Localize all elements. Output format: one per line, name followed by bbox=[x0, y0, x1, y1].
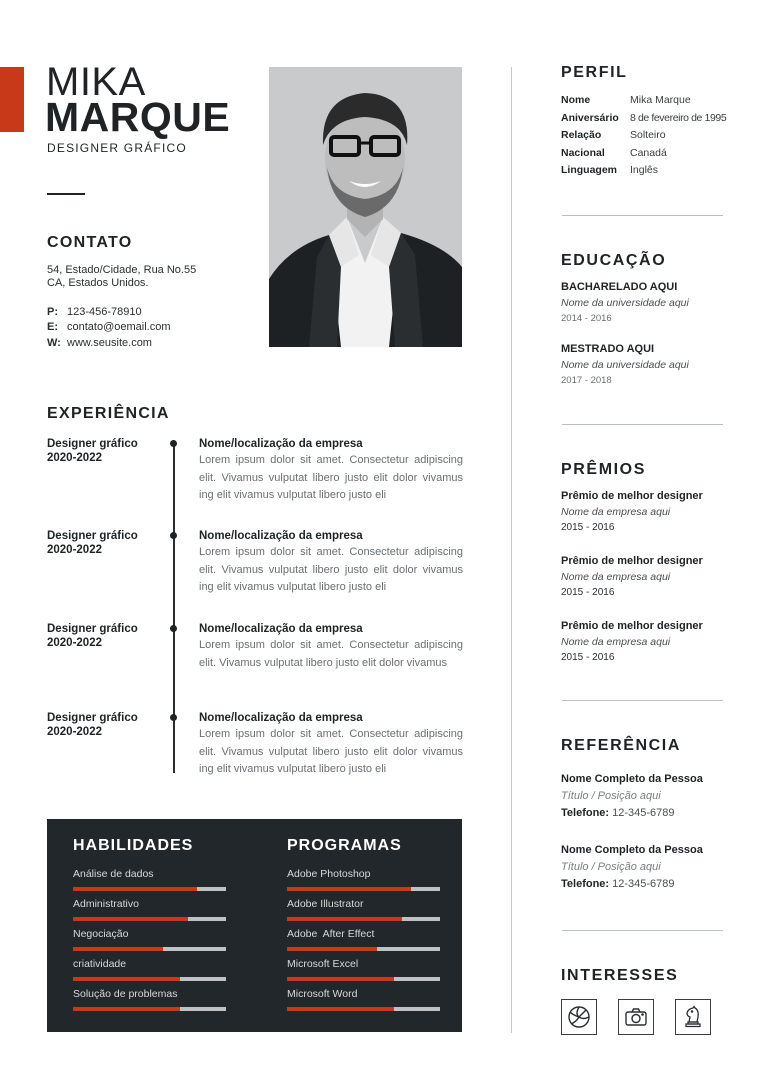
skill-label: criatividade bbox=[73, 958, 127, 970]
program-item bbox=[287, 958, 440, 981]
portrait-illustration bbox=[269, 67, 462, 347]
contact-key: P: bbox=[47, 305, 58, 318]
contact-heading: CONTATO bbox=[47, 234, 133, 251]
experience-item bbox=[47, 529, 467, 609]
chess-knight-icon bbox=[675, 999, 711, 1035]
skill-bar bbox=[73, 977, 226, 981]
skill-bar bbox=[73, 1007, 226, 1011]
degree: MESTRADO AQUI bbox=[561, 343, 655, 355]
role-period: 2020-2022 bbox=[47, 544, 102, 556]
award-name: Prêmio de melhor designer bbox=[561, 490, 703, 502]
skill-label: Administrativo bbox=[73, 898, 139, 910]
role-title: Designer gráfico bbox=[47, 623, 138, 635]
section-divider bbox=[562, 424, 723, 425]
role-title: Designer gráfico bbox=[47, 712, 138, 724]
address-line-1: 54, Estado/Cidade, Rua No.55 bbox=[47, 264, 197, 276]
award-period: 2015 - 2016 bbox=[561, 522, 615, 533]
program-item bbox=[287, 868, 440, 891]
contact-key: E: bbox=[47, 321, 58, 334]
program-bar bbox=[287, 887, 440, 891]
profile-photo bbox=[269, 67, 462, 347]
award-company: Nome da empresa aqui bbox=[561, 506, 671, 518]
phone-value: 12-345-6789 bbox=[612, 878, 675, 890]
phone-label: Telefone: bbox=[561, 878, 610, 890]
reference-name: Nome Completo da Pessoa bbox=[561, 844, 703, 856]
contact-email bbox=[47, 320, 171, 336]
program-bar bbox=[287, 917, 440, 921]
contact-list bbox=[47, 304, 171, 351]
interest-icons bbox=[561, 999, 711, 1035]
last-name: MARQUE bbox=[45, 94, 231, 140]
role-period: 2020-2022 bbox=[47, 637, 102, 649]
skill-bar-fill bbox=[73, 917, 188, 921]
skill-bar bbox=[73, 887, 226, 891]
reference-position: Título / Posição aqui bbox=[561, 861, 661, 873]
profile-table bbox=[561, 92, 731, 180]
skill-label: Análise de dados bbox=[73, 868, 154, 880]
period: 2017 - 2018 bbox=[561, 375, 612, 386]
experience-item bbox=[47, 622, 467, 682]
skill-bar-fill bbox=[73, 1007, 180, 1011]
program-bar-fill bbox=[287, 947, 377, 951]
award-period: 2015 - 2016 bbox=[561, 587, 615, 598]
award-period: 2015 - 2016 bbox=[561, 652, 615, 663]
program-item bbox=[287, 898, 440, 921]
profile-key: Linguagem bbox=[561, 164, 618, 177]
experience-role bbox=[47, 711, 138, 739]
program-bar-fill bbox=[287, 977, 394, 981]
profile-key: Aniversário bbox=[561, 111, 619, 124]
profile-key: Relação bbox=[561, 129, 602, 142]
contact-website bbox=[47, 335, 171, 351]
education-heading: EDUCAÇÃO bbox=[561, 252, 667, 269]
company-name: Nome/localização da empresa bbox=[199, 530, 363, 542]
role-period: 2020-2022 bbox=[47, 726, 102, 738]
reference-item bbox=[561, 771, 731, 822]
skills-panel bbox=[47, 819, 462, 1032]
program-bar bbox=[287, 1007, 440, 1011]
education-item bbox=[561, 280, 731, 326]
profile-value: 8 de fevereiro de 1995 bbox=[630, 111, 727, 124]
contact-key: W: bbox=[47, 336, 61, 349]
program-bar bbox=[287, 977, 440, 981]
camera-icon bbox=[618, 999, 654, 1035]
award-name: Prêmio de melhor designer bbox=[561, 620, 703, 632]
phone-label: Telefone: bbox=[561, 807, 610, 819]
first-name: MIKA bbox=[46, 60, 146, 104]
skill-item bbox=[73, 928, 226, 951]
skill-label: Negociação bbox=[73, 928, 129, 940]
education-item bbox=[561, 342, 731, 388]
role-period: 2020-2022 bbox=[47, 452, 102, 464]
skill-item bbox=[73, 868, 226, 891]
section-divider bbox=[562, 215, 723, 216]
reference-phone bbox=[561, 876, 731, 893]
profile-value: Canadá bbox=[630, 146, 667, 159]
reference-position: Título / Posição aqui bbox=[561, 790, 661, 802]
program-bar-fill bbox=[287, 1007, 394, 1011]
contact-value: contato@oemail.com bbox=[67, 321, 171, 334]
profile-heading: PERFIL bbox=[561, 64, 628, 81]
column-divider bbox=[511, 67, 512, 1033]
skill-bar-fill bbox=[73, 947, 163, 951]
program-label: Adobe Photoshop bbox=[287, 868, 371, 880]
skills-heading: HABILIDADES bbox=[73, 837, 194, 854]
interests-heading: INTERESSES bbox=[561, 967, 679, 984]
skill-bar-fill bbox=[73, 977, 180, 981]
timeline-dot bbox=[170, 714, 177, 721]
program-label: Adobe After Effect bbox=[287, 928, 375, 940]
award-item bbox=[561, 489, 731, 535]
reference-name: Nome Completo da Pessoa bbox=[561, 773, 703, 785]
references-heading: REFERÊNCIA bbox=[561, 737, 682, 754]
timeline-dot bbox=[170, 532, 177, 539]
experience-role bbox=[47, 622, 138, 650]
role-title: Designer gráfico bbox=[47, 530, 138, 542]
profile-row bbox=[561, 127, 731, 145]
profile-row bbox=[561, 92, 731, 110]
experience-item bbox=[47, 437, 467, 517]
profile-key: Nome bbox=[561, 94, 591, 106]
accent-bar bbox=[0, 67, 24, 132]
contact-value: www.seusite.com bbox=[67, 336, 152, 349]
divider bbox=[47, 193, 85, 195]
profile-row bbox=[561, 162, 731, 180]
role-title: Designer gráfico bbox=[47, 438, 138, 450]
profile-row bbox=[561, 145, 731, 163]
contact-address bbox=[47, 264, 196, 290]
job-title: DESIGNER GRÁFICO bbox=[47, 141, 187, 155]
skill-item bbox=[73, 898, 226, 921]
timeline-dot bbox=[170, 625, 177, 632]
section-divider bbox=[562, 700, 723, 701]
phone-value: 12-345-6789 bbox=[612, 807, 675, 819]
profile-key: Nacional bbox=[561, 146, 605, 159]
skill-bar bbox=[73, 917, 226, 921]
reference-item bbox=[561, 842, 731, 893]
school: Nome da universidade aqui bbox=[561, 359, 689, 371]
degree: BACHARELADO AQUI bbox=[561, 281, 678, 293]
award-name: Prêmio de melhor designer bbox=[561, 555, 703, 567]
program-bar-fill bbox=[287, 887, 411, 891]
period: 2014 - 2016 bbox=[561, 313, 612, 324]
address-line-2: CA, Estados Unidos. bbox=[47, 277, 149, 289]
profile-value: Solteiro bbox=[630, 129, 666, 142]
award-company: Nome da empresa aqui bbox=[561, 571, 671, 583]
company-name: Nome/localização da empresa bbox=[199, 623, 363, 635]
skill-label: Solução de problemas bbox=[73, 988, 178, 1000]
program-label: Microsoft Word bbox=[287, 988, 358, 1000]
award-item bbox=[561, 554, 731, 600]
program-bar bbox=[287, 947, 440, 951]
program-label: Adobe Illustrator bbox=[287, 898, 364, 910]
volleyball-icon bbox=[561, 999, 597, 1035]
award-item bbox=[561, 619, 731, 665]
profile-value: Mika Marque bbox=[630, 94, 691, 106]
skill-bar-fill bbox=[73, 887, 197, 891]
school: Nome da universidade aqui bbox=[561, 297, 689, 309]
experience-role bbox=[47, 437, 138, 465]
programs-heading: PROGRAMAS bbox=[287, 837, 402, 854]
contact-phone bbox=[47, 304, 171, 320]
skill-bar bbox=[73, 947, 226, 951]
skill-item bbox=[73, 958, 226, 981]
experience-description: Lorem ipsum dolor sit amet. Consectetur adipiscing elit. Vivamus vulputat libero justo elit dolor vivamus bbox=[199, 639, 463, 669]
experience-heading: EXPERIÊNCIA bbox=[47, 405, 170, 422]
reference-phone bbox=[561, 805, 731, 822]
award-company: Nome da empresa aqui bbox=[561, 636, 671, 648]
program-label: Microsoft Excel bbox=[287, 958, 359, 970]
profile-value: Inglês bbox=[630, 164, 659, 177]
experience-description: Lorem ipsum dolor sit amet. Consectetur adipiscing elit. Vivamus vulputat libero justo elit dolor vivamus ing elit vivamus vulputat libero justo eli bbox=[199, 728, 463, 775]
experience-role bbox=[47, 529, 138, 557]
company-name: Nome/localização da empresa bbox=[199, 438, 363, 450]
program-item bbox=[287, 928, 440, 951]
experience-item bbox=[47, 711, 467, 791]
experience-description: Lorem ipsum dolor sit amet. Consectetur adipiscing elit. Vivamus vulputat libero justo elit dolor vivamus ing elit vivamus vulputat libero justo eli bbox=[199, 454, 463, 501]
program-bar-fill bbox=[287, 917, 402, 921]
contact-value: 123-456-78910 bbox=[67, 305, 142, 318]
profile-row bbox=[561, 110, 731, 128]
experience-description: Lorem ipsum dolor sit amet. Consectetur adipiscing elit. Vivamus vulputat libero justo elit dolor vivamus ing elit vivamus vulputat libero justo eli bbox=[199, 546, 463, 593]
skill-item bbox=[73, 988, 226, 1011]
timeline-dot bbox=[170, 440, 177, 447]
company-name: Nome/localização da empresa bbox=[199, 712, 363, 724]
program-item bbox=[287, 988, 440, 1011]
awards-heading: PRÊMIOS bbox=[561, 461, 646, 478]
section-divider bbox=[562, 930, 723, 931]
